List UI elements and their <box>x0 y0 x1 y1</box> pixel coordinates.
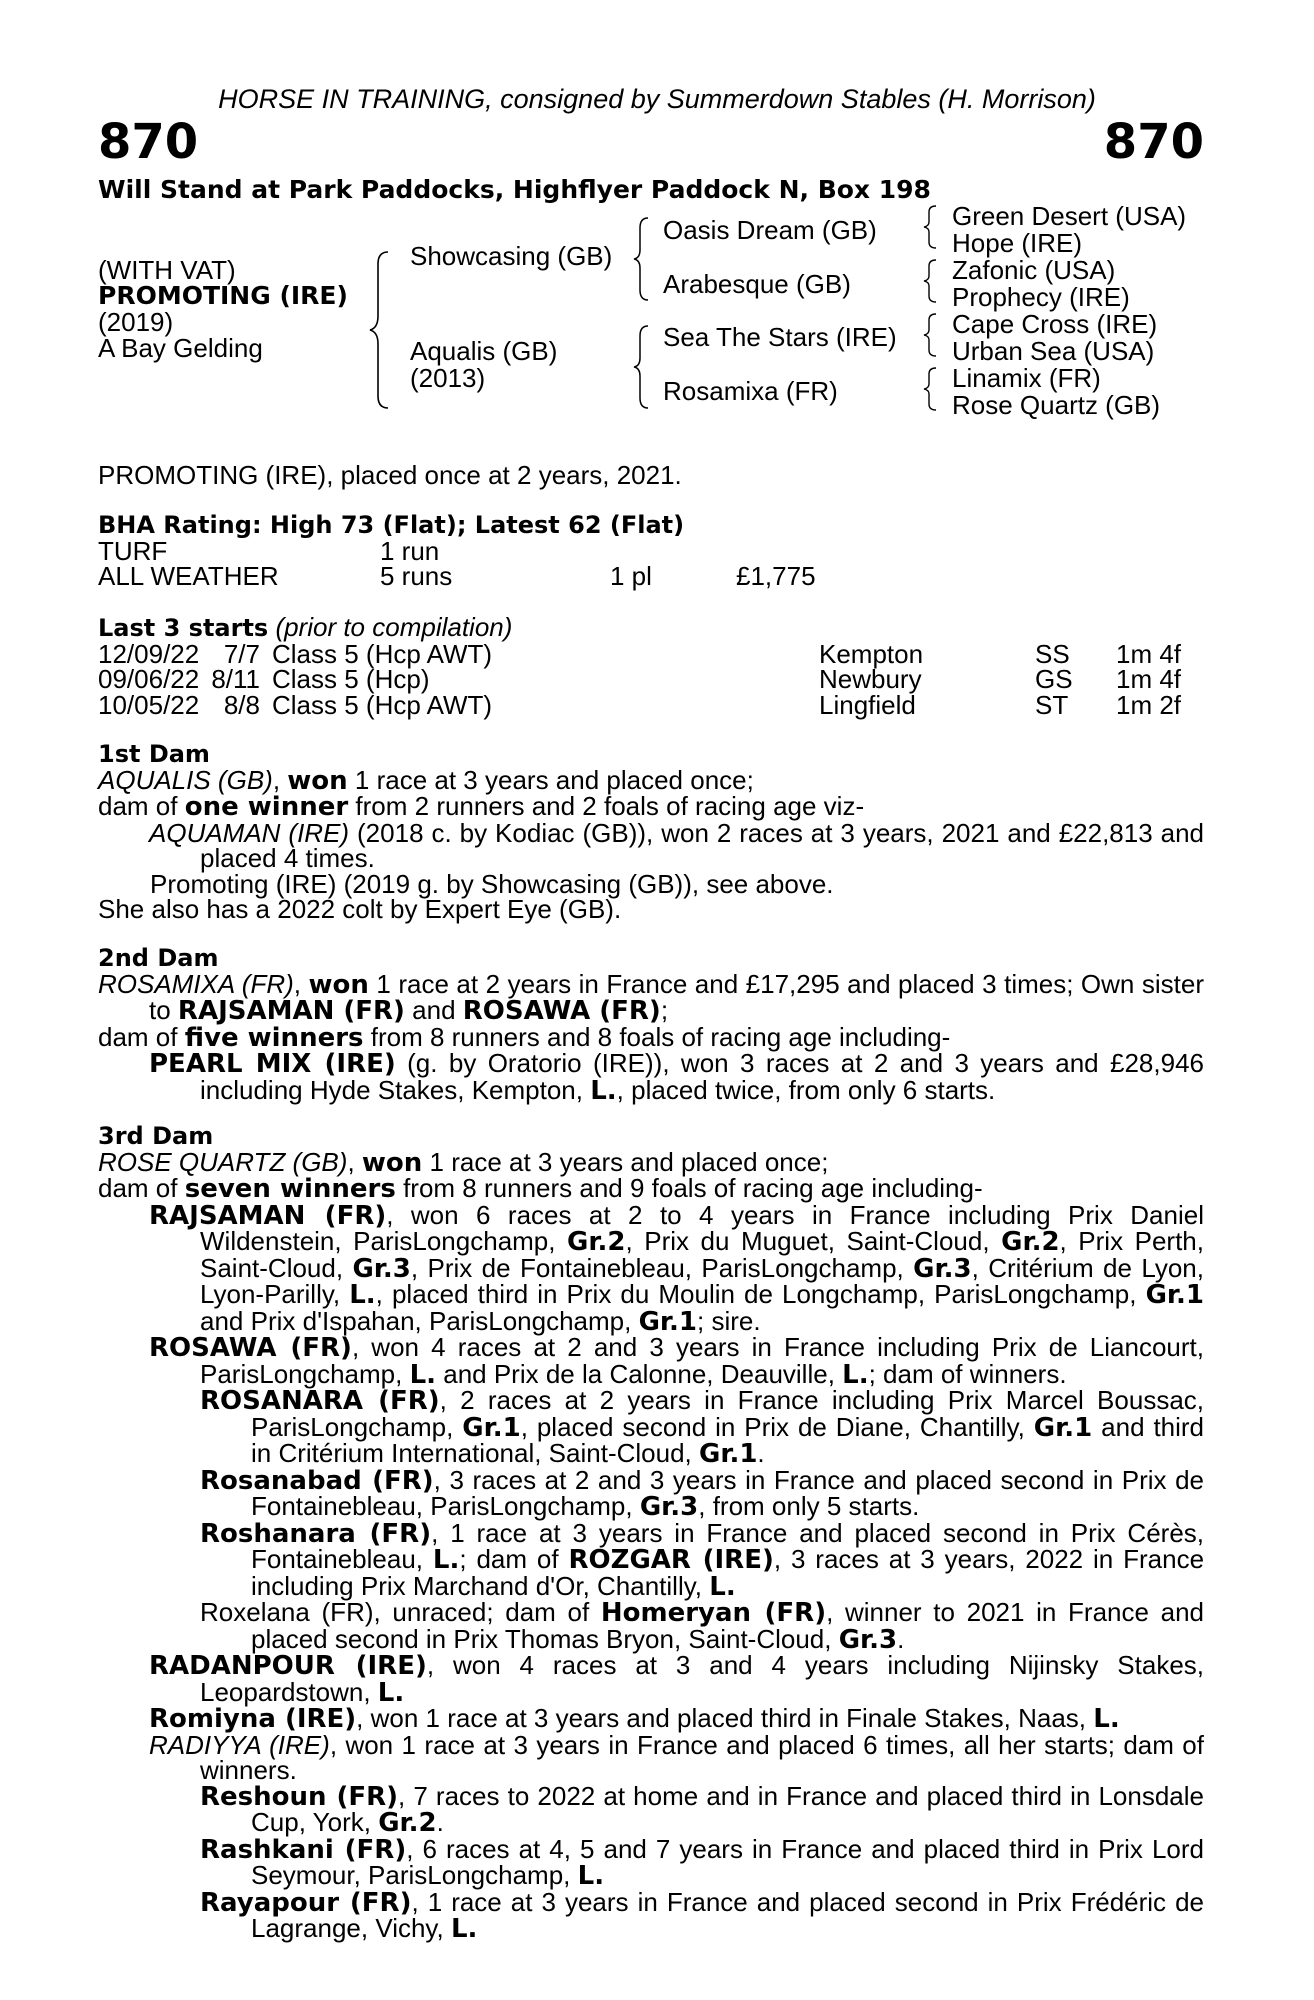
second-dam-heading: 2nd Dam <box>98 944 219 972</box>
pedigree-brace-sire <box>632 216 652 302</box>
grandsire-2: Sea The Stars (IRE) <box>663 322 897 352</box>
rating-runs: 5 runs <box>380 561 453 591</box>
pedigree-brace-main <box>368 250 392 410</box>
start-course: Lingfield <box>819 689 916 720</box>
pedigree-brace-gg3 <box>922 312 940 358</box>
granddam-2: Rosamixa (FR) <box>663 376 838 406</box>
start-race: Class 5 (Hcp AWT) <box>272 638 493 669</box>
great-grandparent-3: Zafonic (USA) <box>952 255 1116 285</box>
start-race: Class 5 (Hcp AWT) <box>272 689 493 720</box>
start-course: Newbury <box>819 664 922 694</box>
third-dam-name: ROSE QUARTZ (GB) <box>98 1146 348 1177</box>
race-summary: PROMOTING (IRE), placed once at 2 years, 2021. <box>98 460 682 490</box>
great-grandparent-8: Rose Quartz (GB) <box>952 390 1161 420</box>
start-date: 12/09/22 <box>98 638 200 669</box>
produce-roxelana: Roxelana (FR), unraced; dam of Homeryan (FR), winner to 2021 in France and placed second in Prix Thomas Bryon, Saint-Cloud, Gr.3. <box>200 1597 1204 1655</box>
rating-surface: ALL WEATHER <box>98 561 279 591</box>
pedigree-brace-gg4 <box>922 366 940 412</box>
lot-number-right: 870 <box>1103 114 1204 170</box>
first-dam-name: AQUALIS (GB) <box>98 764 273 795</box>
start-row <box>98 689 1204 720</box>
great-grandparent-6: Urban Sea (USA) <box>952 336 1155 366</box>
great-grandparent-4: Prophecy (IRE) <box>952 282 1130 312</box>
rating-placed: 1 pl <box>610 561 652 591</box>
last-starts-heading: Last 3 starts <box>98 614 269 642</box>
second-dam-name: ROSAMIXA (FR) <box>98 968 294 999</box>
rating-prize: £1,775 <box>736 561 816 591</box>
first-dam-foal: Promoting (IRE) (2019 g. by Showcasing (GB)), see above. <box>150 868 834 899</box>
start-position: 8/11 <box>211 664 260 694</box>
great-grandparent-7: Linamix (FR) <box>952 363 1101 393</box>
rating-surface: TURF <box>98 535 168 566</box>
granddam-1: Arabesque (GB) <box>663 269 851 299</box>
start-going: GS <box>1035 664 1073 694</box>
start-going: SS <box>1035 638 1070 669</box>
start-position: 8/8 <box>223 689 260 720</box>
start-going: ST <box>1035 689 1069 720</box>
first-dam-foal: AQUAMAN (IRE) (2018 c. by Kodiac (GB)), won 2 races at 3 years, 2021 and £22,813 and placed 4 times. <box>149 817 1205 873</box>
start-date: 09/06/22 <box>98 664 200 694</box>
start-course: Kempton <box>819 638 924 669</box>
consignment-header: HORSE IN TRAINING, consigned by Summerdown Stables (H. Morrison) <box>218 84 1096 114</box>
rating-runs: 1 run <box>380 535 440 566</box>
pedigree-brace-dam <box>632 324 652 410</box>
grandsire-1: Oasis Dream (GB) <box>663 215 877 245</box>
start-date: 10/05/22 <box>98 689 200 720</box>
dam-name: Aqualis (GB) <box>410 336 558 366</box>
pedigree-brace-gg2 <box>922 258 940 304</box>
pedigree-brace-gg1 <box>922 204 940 250</box>
produce-rajsaman: RAJSAMAN (FR), won 6 races at 2 to 4 years in France including Prix Daniel Wildenstein, ParisLongchamp, Gr.2, Prix du Muguet, Saint-Cloud, Gr.2, Prix Perth, Saint-Cloud, Gr.3, Prix de Fontainebleau, ParisLongchamp, Gr.3, Critérium de Lyon, Lyon-Parilly, L., placed third in Prix du Moulin de Longchamp, ParisLongchamp, Gr.1 and Prix d'Ispahan, ParisLongchamp, Gr.1; sire. <box>149 1199 1204 1337</box>
third-dam-heading: 3rd Dam <box>98 1122 214 1150</box>
last-starts-note: (prior to compilation) <box>275 612 513 642</box>
stand-location: Will Stand at Park Paddocks, Highflyer Paddock N, Box 198 <box>98 175 931 204</box>
third-dam-section: 3rd Dam ROSE QUARTZ (GB), won 1 race at 3 years and placed once; dam of seven winners from 8 runners and 9 foals of racing age including- RAJSAMAN (FR), won 6 races at 2 to 4 years in France including Prix Daniel Wildenstein, ParisLongchamp, Gr.2, Prix du Muguet, Saint-Cloud, Gr.2, Prix Perth, Saint-Cloud, Gr.3, Prix de Fontainebleau, ParisLongchamp, Gr.3, Critérium de Lyon, Lyon-Parilly, L., placed third in Prix du Moulin de Longchamp, ParisLongchamp, Gr.1 and Prix d'Ispahan, ParisLongchamp, Gr.1; sire. ROSAWA (FR), won 4 races at 2 and 3 years in France including Prix de Liancourt, ParisLongchamp, L. and Prix de la Calonne, Deauville, L.; dam of winners. ROSANARA (FR), 2 races at 2 years in France including Prix Marcel Boussac, ParisLongchamp, Gr.1, placed second in Prix de Diane, Chantilly, Gr.1 and third in Critérium International, Saint-Cloud, Gr.1. Rosanabad (FR), 3 races at 2 and 3 years in France and placed second in Prix de Fontainebleau, ParisLongchamp, Gr.3, from only 5 starts. Roshanara (FR), 1 race at 3 years in France and placed second in Prix Cérès, Fontainebleau, L.; dam of ROZGAR (IRE), 3 races at 3 years, 2022 in France including Prix Marchand d'Or, Chantilly, L. Roxelana (FR), unraced; dam of Homeryan (FR), winner to 2021 in France and placed second in Prix Thomas Bryon, Saint-Cloud, Gr.3. RADANPOUR (IRE), won 4 races at 3 and 4 years including Nijinsky Stakes, Leopardstown, L. Romiyna (IRE), won 1 race at 3 years and placed third in Finale Stakes, Naas, L. RADIYYA (IRE), won 1 race at 3 years in France and placed 6 times, all her starts; dam of winners. Reshoun (FR), 7 races to 2022 at home and in France and placed third in Lonsdale Cup, York, Gr.2. Rashkani (FR), 6 races at 4, 5 and 7 years in France and placed third in Prix Lord Seymour, ParisLongchamp, L. Rayapour (FR), 1 race at 3 years in France and placed second in Prix Frédéric de Lagrange, Vichy, L. <box>98 1122 1205 1944</box>
produce-rayapour: Rayapour (FR), 1 race at 3 years in France and placed second in Prix Frédéric de Lagrange, Vichy, L. <box>200 1886 1204 1944</box>
produce-rosawa: ROSAWA (FR), won 4 races at 2 and 3 years in France including Prix de Liancourt, ParisLongchamp, L. and Prix de la Calonne, Deauville, L.; dam of winners. <box>149 1332 1204 1390</box>
produce-rosanabad: Rosanabad (FR), 3 races at 2 and 3 years in France and placed second in Prix de Fontainebleau, ParisLongchamp, Gr.3, from only 5 starts. <box>200 1464 1204 1522</box>
produce-rosanara: ROSANARA (FR), 2 races at 2 years in France including Prix Marcel Boussac, ParisLongchamp, Gr.1, placed second in Prix de Diane, Chantilly, Gr.1 and third in Critérium International, Saint-Cloud, Gr.1. <box>200 1385 1205 1469</box>
great-grandparent-1: Green Desert (USA) <box>952 201 1187 231</box>
produce-radiyya: RADIYYA (IRE), won 1 race at 3 years in France and placed 6 times, all her starts; dam of winners. <box>149 1729 1204 1785</box>
rating-row <box>98 561 1204 591</box>
horse-year: (2019) <box>98 307 174 337</box>
first-dam-section: 1st Dam AQUALIS (GB), won 1 race at 3 years and placed once; dam of one winner from 2 runners and 2 foals of racing age viz- AQUAMAN (IRE) (2018 c. by Kodiac (GB)), won 2 races at 3 years, 2021 and £22,813 and placed 4 times. Promoting (IRE) (2019 g. by Showcasing (GB)), see above. She also has a 2022 colt by Expert Eye (GB). <box>98 740 1205 924</box>
dam-year: (2013) <box>410 363 486 393</box>
produce-reshoun: Reshoun (FR), 7 races to 2022 at home and in France and placed third in Lonsdale Cup, York, Gr.2. <box>200 1780 1204 1838</box>
great-grandparent-5: Cape Cross (IRE) <box>952 309 1158 339</box>
start-row <box>98 664 1204 694</box>
rating-heading: BHA Rating: High 73 (Flat); Latest 62 (Flat) <box>98 511 685 539</box>
start-distance: 1m 4f <box>1116 638 1182 669</box>
start-distance: 1m 4f <box>1116 664 1182 694</box>
second-dam-foal: PEARL MIX (IRE) (g. by Oratorio (IRE)), won 3 races at 2 and 3 years and £28,946 including Hyde Stakes, Kempton, L., placed twice, from only 6 starts. <box>149 1048 1204 1106</box>
sire-name: Showcasing (GB) <box>410 241 613 271</box>
first-dam-note: She also has a 2022 colt by Expert Eye (GB). <box>98 894 622 924</box>
produce-rashkani: Rashkani (FR), 6 races at 4, 5 and 7 years in France and placed third in Prix Lord Seymour, ParisLongchamp, L. <box>200 1833 1204 1891</box>
lot-number-left: 870 <box>98 114 199 170</box>
last-starts-section <box>98 612 1204 720</box>
rating-section <box>98 513 1204 590</box>
start-distance: 1m 2f <box>1116 689 1182 720</box>
start-position: 7/7 <box>223 638 260 669</box>
great-grandparent-2: Hope (IRE) <box>952 228 1083 258</box>
horse-name: PROMOTING (IRE) <box>98 281 348 310</box>
produce-romiyna: Romiyna (IRE), won 1 race at 3 years and placed third in Finale Stakes, Naas, L. <box>149 1703 1120 1734</box>
second-dam-section: 2nd Dam ROSAMIXA (FR), won 1 race at 2 years in France and £17,295 and placed 3 times; Own sister to RAJSAMAN (FR) and ROSAWA (FR); dam of five winners from 8 runners and 8 foals of racing age including- PEARL MIX (IRE) (g. by Oratorio (IRE)), won 3 races at 2 and 3 years and £28,946 including Hyde Stakes, Kempton, L., placed twice, from only 6 starts. <box>98 944 1205 1106</box>
vat-label: (WITH VAT) <box>98 255 236 285</box>
produce-radanpour: RADANPOUR (IRE), won 4 races at 3 and 4 years including Nijinsky Stakes, Leopardstown, L. <box>149 1650 1205 1708</box>
first-dam-heading: 1st Dam <box>98 740 210 768</box>
horse-description: A Bay Gelding <box>98 333 263 363</box>
start-race: Class 5 (Hcp) <box>272 664 430 694</box>
produce-roshanara: Roshanara (FR), 1 race at 3 years in France and placed second in Prix Cérès, Fontainebleau, L.; dam of ROZGAR (IRE), 3 races at 3 years, 2022 in France including Prix Marchand d'Or, Chantilly, L. <box>200 1517 1205 1602</box>
